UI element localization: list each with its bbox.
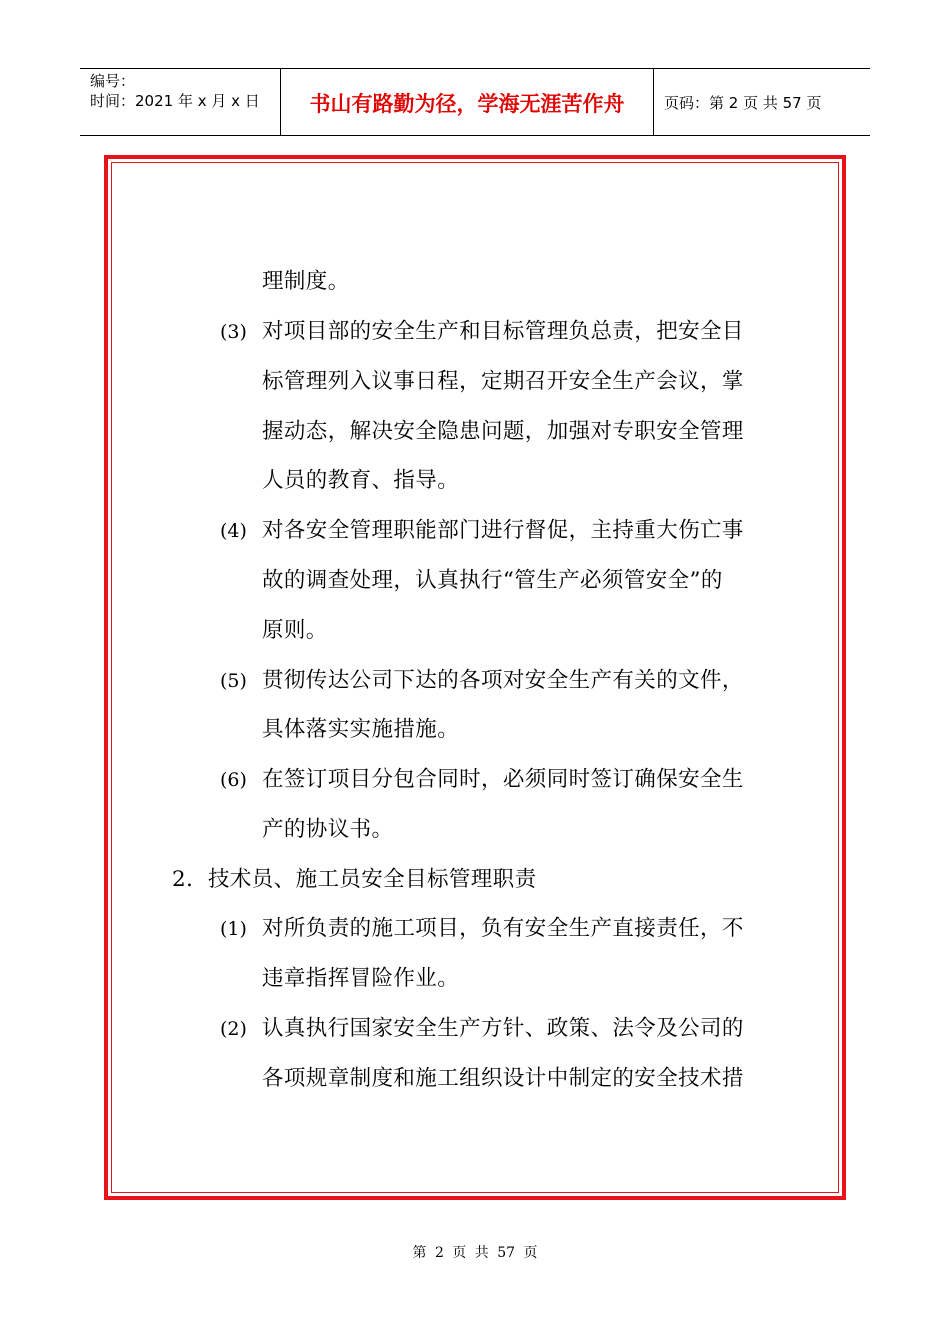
section-heading: 2．技术员、施工员安全目标管理职责 xyxy=(172,867,537,892)
header-page-info: 页码：第 2 页 共 57 页 xyxy=(664,94,822,112)
motto-text: 书山有路勤为径，学海无涯苦作舟 xyxy=(309,92,625,116)
body-line: 标管理列入议事日程，定期召开安全生产会议，掌 xyxy=(262,369,744,394)
body-line: 人员的教育、指导。 xyxy=(262,468,460,493)
item-number: (2) xyxy=(220,1018,247,1040)
body-line: 认真执行国家安全生产方针、政策、法令及公司的 xyxy=(262,1016,744,1041)
body-line: 对各安全管理职能部门进行督促，主持重大伤亡事 xyxy=(262,518,744,543)
item-number: (3) xyxy=(220,321,247,343)
body-line: 故的调查处理，认真执行“管生产必须管安全”的 xyxy=(262,568,723,593)
header-motto-cell xyxy=(281,69,654,135)
body-line: 产的协议书。 xyxy=(262,817,394,842)
body-line: 对项目部的安全生产和目标管理负总责，把安全目 xyxy=(262,319,744,344)
body-line: 违章指挥冒险作业。 xyxy=(262,966,460,991)
body-line: 具体落实实施措施。 xyxy=(262,717,460,742)
body-line: 理制度。 xyxy=(262,269,350,294)
body-line: 握动态，解决安全隐患问题，加强对专职安全管理 xyxy=(262,419,744,444)
header-page-cell xyxy=(654,69,870,135)
item-number: (1) xyxy=(220,918,247,940)
item-number: (5) xyxy=(220,670,247,692)
item-number: (4) xyxy=(220,520,247,542)
page-footer: 第 2 页 共 57 页 xyxy=(412,1245,538,1261)
body-line: 各项规章制度和施工组织设计中制定的安全技术措 xyxy=(262,1066,744,1091)
document-header xyxy=(80,68,870,136)
body-line: 在签订项目分包合同时，必须同时签订确保安全生 xyxy=(262,767,744,792)
document-number-label: 编号： xyxy=(90,72,136,90)
body-line: 原则。 xyxy=(262,618,328,643)
header-meta-cell xyxy=(80,69,281,135)
document-date: 时间：2021 年 x 月 x 日 xyxy=(90,92,260,110)
item-number: (6) xyxy=(220,769,247,791)
body-line: 对所负责的施工项目，负有安全生产直接责任，不 xyxy=(262,916,744,941)
body-line: 贯彻传达公司下达的各项对安全生产有关的文件， xyxy=(262,668,744,693)
